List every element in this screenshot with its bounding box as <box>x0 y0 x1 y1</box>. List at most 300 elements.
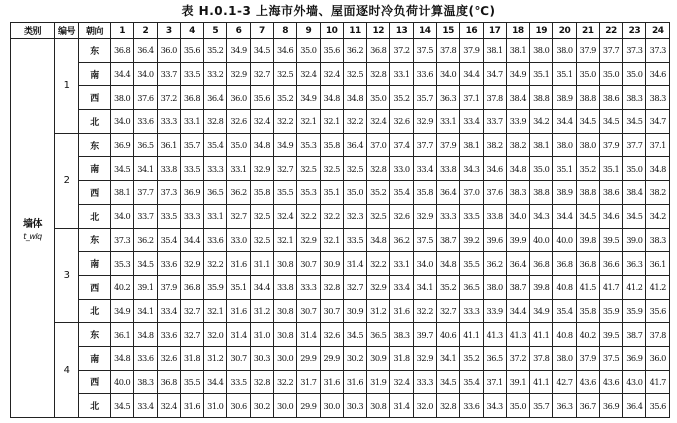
value-cell: 32.9 <box>367 275 390 299</box>
value-cell: 38.8 <box>530 86 553 110</box>
category-cell <box>11 39 55 418</box>
value-cell: 33.5 <box>460 204 483 228</box>
value-cell: 38.1 <box>506 39 529 63</box>
table-row <box>11 86 670 110</box>
value-cell: 37.0 <box>367 133 390 157</box>
value-cell: 38.1 <box>483 39 506 63</box>
value-cell: 32.7 <box>250 62 273 86</box>
value-cell: 32.9 <box>413 204 436 228</box>
value-cell: 32.7 <box>343 275 366 299</box>
value-cell: 32.6 <box>157 346 180 370</box>
value-cell: 38.6 <box>599 86 622 110</box>
value-cell: 39.5 <box>599 228 622 252</box>
value-cell: 35.1 <box>553 157 576 181</box>
value-cell: 32.9 <box>297 228 320 252</box>
value-cell: 43.6 <box>599 370 622 394</box>
value-cell: 34.4 <box>111 62 134 86</box>
value-cell: 37.1 <box>483 370 506 394</box>
value-cell: 33.6 <box>134 346 157 370</box>
value-cell: 37.2 <box>157 86 180 110</box>
value-cell: 34.4 <box>250 275 273 299</box>
value-cell: 37.8 <box>483 86 506 110</box>
value-cell: 38.3 <box>134 370 157 394</box>
direction-cell: 南 <box>79 62 111 86</box>
value-cell: 40.6 <box>436 323 459 347</box>
value-cell: 33.3 <box>204 157 227 181</box>
value-cell: 34.0 <box>111 110 134 134</box>
value-cell: 37.9 <box>576 346 599 370</box>
value-cell: 35.0 <box>227 133 250 157</box>
value-cell: 41.1 <box>460 323 483 347</box>
value-cell: 37.9 <box>436 133 459 157</box>
value-cell: 36.8 <box>530 252 553 276</box>
value-cell: 36.8 <box>576 252 599 276</box>
header-hour-10: 10 <box>320 23 343 39</box>
value-cell: 35.5 <box>273 181 296 205</box>
table-row <box>11 204 670 228</box>
value-cell: 36.8 <box>157 370 180 394</box>
value-cell: 39.1 <box>506 370 529 394</box>
value-cell: 32.1 <box>204 299 227 323</box>
value-cell: 33.8 <box>273 275 296 299</box>
value-cell: 31.4 <box>297 323 320 347</box>
value-cell: 36.0 <box>646 346 670 370</box>
table-row <box>11 157 670 181</box>
value-cell: 34.1 <box>134 157 157 181</box>
value-cell: 37.7 <box>599 39 622 63</box>
value-cell: 41.1 <box>530 323 553 347</box>
value-cell: 32.2 <box>297 204 320 228</box>
value-cell: 32.7 <box>180 299 203 323</box>
value-cell: 34.5 <box>576 110 599 134</box>
value-cell: 34.6 <box>483 157 506 181</box>
value-cell: 41.7 <box>646 370 670 394</box>
value-cell: 34.5 <box>343 323 366 347</box>
value-cell: 37.9 <box>460 39 483 63</box>
value-cell: 37.1 <box>646 133 670 157</box>
header-hour-5: 5 <box>204 23 227 39</box>
value-cell: 34.5 <box>623 110 646 134</box>
value-cell: 32.8 <box>320 275 343 299</box>
value-cell: 33.1 <box>390 252 413 276</box>
value-cell: 33.3 <box>180 204 203 228</box>
value-cell: 30.7 <box>320 299 343 323</box>
value-cell: 32.6 <box>390 204 413 228</box>
value-cell: 35.2 <box>576 157 599 181</box>
header-hour-24: 24 <box>646 23 670 39</box>
table-row <box>11 110 670 134</box>
value-cell: 35.4 <box>204 133 227 157</box>
value-cell: 41.5 <box>576 275 599 299</box>
value-cell: 35.4 <box>553 299 576 323</box>
value-cell: 32.6 <box>390 110 413 134</box>
direction-cell: 北 <box>79 394 111 418</box>
value-cell: 30.6 <box>227 394 250 418</box>
value-cell: 33.1 <box>180 110 203 134</box>
header-hour-11: 11 <box>343 23 366 39</box>
value-cell: 34.9 <box>227 39 250 63</box>
value-cell: 31.6 <box>180 394 203 418</box>
value-cell: 32.2 <box>413 299 436 323</box>
value-cell: 32.3 <box>343 204 366 228</box>
value-cell: 34.8 <box>343 86 366 110</box>
value-cell: 36.7 <box>576 394 599 418</box>
value-cell: 31.2 <box>367 299 390 323</box>
value-cell: 32.2 <box>273 110 296 134</box>
value-cell: 34.1 <box>436 346 459 370</box>
value-cell: 36.4 <box>436 181 459 205</box>
value-cell: 34.5 <box>436 370 459 394</box>
value-cell: 34.8 <box>134 323 157 347</box>
value-cell: 32.1 <box>273 228 296 252</box>
value-cell: 38.3 <box>623 86 646 110</box>
value-cell: 30.8 <box>273 252 296 276</box>
value-cell: 35.0 <box>297 39 320 63</box>
direction-cell: 西 <box>79 86 111 110</box>
value-cell: 32.8 <box>250 370 273 394</box>
value-cell: 36.3 <box>436 86 459 110</box>
value-cell: 35.2 <box>367 181 390 205</box>
value-cell: 35.5 <box>460 252 483 276</box>
value-cell: 33.6 <box>204 228 227 252</box>
value-cell: 35.0 <box>367 86 390 110</box>
value-cell: 35.1 <box>227 275 250 299</box>
value-cell: 30.0 <box>273 394 296 418</box>
value-cell: 33.4 <box>134 394 157 418</box>
header-hour-12: 12 <box>367 23 390 39</box>
header-hour-16: 16 <box>460 23 483 39</box>
value-cell: 34.7 <box>483 62 506 86</box>
value-cell: 37.3 <box>157 181 180 205</box>
value-cell: 34.4 <box>506 299 529 323</box>
value-cell: 32.5 <box>343 157 366 181</box>
value-cell: 31.2 <box>250 299 273 323</box>
value-cell: 35.2 <box>273 86 296 110</box>
value-cell: 33.7 <box>157 62 180 86</box>
value-cell: 38.3 <box>506 181 529 205</box>
value-cell: 31.8 <box>180 346 203 370</box>
value-cell: 31.0 <box>204 394 227 418</box>
value-cell: 30.8 <box>273 323 296 347</box>
category-name: 墙体 <box>23 219 42 230</box>
value-cell: 34.0 <box>506 204 529 228</box>
value-cell: 40.8 <box>553 275 576 299</box>
value-cell: 32.5 <box>343 62 366 86</box>
value-cell: 34.5 <box>111 157 134 181</box>
group-number-4: 4 <box>55 323 79 418</box>
value-cell: 39.2 <box>460 228 483 252</box>
value-cell: 36.0 <box>157 39 180 63</box>
value-cell: 39.9 <box>506 228 529 252</box>
value-cell: 36.1 <box>111 323 134 347</box>
value-cell: 41.3 <box>506 323 529 347</box>
value-cell: 34.6 <box>273 39 296 63</box>
value-cell: 30.8 <box>273 299 296 323</box>
value-cell: 33.3 <box>436 204 459 228</box>
value-cell: 31.2 <box>204 346 227 370</box>
value-cell: 33.3 <box>413 370 436 394</box>
table-row <box>11 252 670 276</box>
value-cell: 32.8 <box>367 157 390 181</box>
value-cell: 32.5 <box>367 204 390 228</box>
header-hour-7: 7 <box>250 23 273 39</box>
value-cell: 34.8 <box>250 133 273 157</box>
value-cell: 36.8 <box>180 86 203 110</box>
value-cell: 31.0 <box>250 323 273 347</box>
value-cell: 37.1 <box>460 86 483 110</box>
value-cell: 36.3 <box>623 252 646 276</box>
value-cell: 37.5 <box>413 39 436 63</box>
value-cell: 35.3 <box>297 133 320 157</box>
value-cell: 32.9 <box>413 346 436 370</box>
value-cell: 36.4 <box>134 39 157 63</box>
value-cell: 36.5 <box>460 275 483 299</box>
value-cell: 32.2 <box>273 370 296 394</box>
value-cell: 38.8 <box>576 86 599 110</box>
value-cell: 36.8 <box>180 275 203 299</box>
value-cell: 33.5 <box>180 62 203 86</box>
table-row <box>11 275 670 299</box>
direction-cell: 南 <box>79 346 111 370</box>
table-row <box>11 323 670 347</box>
value-cell: 39.5 <box>599 323 622 347</box>
value-cell: 35.0 <box>623 62 646 86</box>
value-cell: 35.6 <box>646 299 670 323</box>
value-cell: 36.5 <box>134 133 157 157</box>
value-cell: 30.3 <box>343 394 366 418</box>
value-cell: 30.8 <box>367 394 390 418</box>
value-cell: 34.6 <box>646 62 670 86</box>
value-cell: 35.6 <box>646 394 670 418</box>
value-cell: 40.0 <box>553 228 576 252</box>
value-cell: 35.8 <box>250 181 273 205</box>
header-hour-6: 6 <box>227 23 250 39</box>
value-cell: 40.8 <box>553 323 576 347</box>
value-cell: 32.2 <box>343 110 366 134</box>
value-cell: 33.5 <box>180 157 203 181</box>
header-hour-19: 19 <box>530 23 553 39</box>
value-cell: 37.9 <box>599 133 622 157</box>
value-cell: 33.1 <box>390 62 413 86</box>
group-number-3: 3 <box>55 228 79 323</box>
value-cell: 34.5 <box>111 394 134 418</box>
value-cell: 32.0 <box>204 323 227 347</box>
value-cell: 35.4 <box>390 181 413 205</box>
value-cell: 30.3 <box>250 346 273 370</box>
value-cell: 36.9 <box>599 394 622 418</box>
value-cell: 34.6 <box>599 204 622 228</box>
value-cell: 41.1 <box>530 370 553 394</box>
value-cell: 38.3 <box>646 228 670 252</box>
header-direction: 朝向 <box>79 23 111 39</box>
value-cell: 31.9 <box>367 370 390 394</box>
value-cell: 35.0 <box>576 62 599 86</box>
category-symbol: t_wlq <box>23 232 42 241</box>
value-cell: 37.5 <box>413 228 436 252</box>
value-cell: 33.1 <box>227 157 250 181</box>
value-cell: 31.6 <box>320 370 343 394</box>
value-cell: 30.0 <box>320 394 343 418</box>
value-cell: 31.4 <box>390 394 413 418</box>
value-cell: 38.0 <box>576 133 599 157</box>
value-cell: 34.3 <box>530 204 553 228</box>
value-cell: 30.2 <box>343 346 366 370</box>
value-cell: 34.8 <box>111 346 134 370</box>
value-cell: 32.9 <box>413 110 436 134</box>
value-cell: 32.7 <box>436 299 459 323</box>
value-cell: 40.2 <box>576 323 599 347</box>
value-cell: 35.2 <box>460 346 483 370</box>
value-cell: 32.4 <box>367 110 390 134</box>
value-cell: 34.1 <box>413 275 436 299</box>
value-cell: 38.4 <box>623 181 646 205</box>
value-cell: 37.3 <box>646 39 670 63</box>
value-cell: 38.0 <box>530 39 553 63</box>
header-hour-3: 3 <box>157 23 180 39</box>
value-cell: 29.9 <box>320 346 343 370</box>
value-cell: 42.7 <box>553 370 576 394</box>
header-hour-4: 4 <box>180 23 203 39</box>
value-cell: 37.5 <box>599 346 622 370</box>
value-cell: 35.3 <box>297 181 320 205</box>
table-row <box>11 299 670 323</box>
table-row <box>11 346 670 370</box>
value-cell: 36.2 <box>343 39 366 63</box>
value-cell: 43.6 <box>576 370 599 394</box>
value-cell: 41.2 <box>623 275 646 299</box>
value-cell: 30.9 <box>343 299 366 323</box>
value-cell: 36.8 <box>553 252 576 276</box>
value-cell: 34.8 <box>367 228 390 252</box>
value-cell: 35.8 <box>413 181 436 205</box>
header-hour-9: 9 <box>297 23 320 39</box>
value-cell: 38.2 <box>483 133 506 157</box>
value-cell: 32.6 <box>320 323 343 347</box>
value-cell: 36.4 <box>623 394 646 418</box>
value-cell: 36.1 <box>646 252 670 276</box>
value-cell: 38.9 <box>553 181 576 205</box>
value-cell: 37.8 <box>436 39 459 63</box>
value-cell: 37.2 <box>506 346 529 370</box>
value-cell: 34.4 <box>553 204 576 228</box>
value-cell: 40.0 <box>111 370 134 394</box>
value-cell: 36.2 <box>134 228 157 252</box>
value-cell: 41.2 <box>646 275 670 299</box>
value-cell: 35.3 <box>111 252 134 276</box>
value-cell: 38.0 <box>483 275 506 299</box>
value-cell: 35.5 <box>180 370 203 394</box>
value-cell: 32.4 <box>297 62 320 86</box>
value-cell: 38.2 <box>506 133 529 157</box>
header-hour-15: 15 <box>436 23 459 39</box>
value-cell: 37.8 <box>530 346 553 370</box>
direction-cell: 西 <box>79 275 111 299</box>
value-cell: 37.2 <box>390 39 413 63</box>
value-cell: 37.8 <box>646 323 670 347</box>
value-cell: 31.6 <box>343 370 366 394</box>
value-cell: 34.3 <box>483 394 506 418</box>
header-hour-1: 1 <box>111 23 134 39</box>
value-cell: 35.2 <box>436 275 459 299</box>
header-hour-14: 14 <box>413 23 436 39</box>
value-cell: 32.9 <box>250 157 273 181</box>
value-cell: 35.0 <box>343 181 366 205</box>
direction-cell: 北 <box>79 299 111 323</box>
value-cell: 31.6 <box>390 299 413 323</box>
value-cell: 32.6 <box>227 110 250 134</box>
value-cell: 43.0 <box>623 370 646 394</box>
value-cell: 35.0 <box>599 62 622 86</box>
value-cell: 35.6 <box>250 86 273 110</box>
table-row <box>11 39 670 63</box>
value-cell: 32.8 <box>436 394 459 418</box>
group-number-1: 1 <box>55 39 79 134</box>
value-cell: 37.3 <box>623 39 646 63</box>
value-cell: 37.7 <box>623 133 646 157</box>
header-hour-23: 23 <box>623 23 646 39</box>
direction-cell: 南 <box>79 252 111 276</box>
value-cell: 34.4 <box>460 62 483 86</box>
header-category: 类别 <box>11 23 55 39</box>
value-cell: 31.6 <box>227 299 250 323</box>
value-cell: 38.4 <box>506 86 529 110</box>
value-cell: 33.6 <box>157 252 180 276</box>
value-cell: 36.5 <box>367 323 390 347</box>
value-cell: 38.1 <box>460 133 483 157</box>
header-number: 编号 <box>55 23 79 39</box>
value-cell: 31.7 <box>297 370 320 394</box>
value-cell: 33.7 <box>134 204 157 228</box>
value-cell: 32.2 <box>320 204 343 228</box>
value-cell: 35.6 <box>320 39 343 63</box>
value-cell: 35.2 <box>204 39 227 63</box>
value-cell: 34.8 <box>436 252 459 276</box>
value-cell: 35.1 <box>320 181 343 205</box>
value-cell: 32.7 <box>180 323 203 347</box>
direction-cell: 南 <box>79 157 111 181</box>
value-cell: 40.0 <box>530 228 553 252</box>
value-cell: 34.8 <box>506 157 529 181</box>
value-cell: 36.5 <box>204 181 227 205</box>
value-cell: 34.1 <box>134 299 157 323</box>
value-cell: 32.2 <box>367 252 390 276</box>
value-cell: 35.9 <box>623 299 646 323</box>
value-cell: 32.1 <box>297 110 320 134</box>
value-cell: 34.9 <box>273 133 296 157</box>
value-cell: 34.0 <box>111 204 134 228</box>
value-cell: 30.7 <box>227 346 250 370</box>
value-cell: 35.0 <box>530 157 553 181</box>
value-cell: 36.4 <box>506 252 529 276</box>
value-cell: 38.6 <box>599 181 622 205</box>
value-cell: 32.4 <box>157 394 180 418</box>
value-cell: 33.6 <box>157 323 180 347</box>
value-cell: 33.8 <box>483 204 506 228</box>
value-cell: 36.6 <box>599 252 622 276</box>
direction-cell: 东 <box>79 323 111 347</box>
header-hour-17: 17 <box>483 23 506 39</box>
value-cell: 35.0 <box>506 394 529 418</box>
value-cell: 33.1 <box>436 110 459 134</box>
value-cell: 33.0 <box>390 157 413 181</box>
value-cell: 37.6 <box>483 181 506 205</box>
value-cell: 35.9 <box>204 275 227 299</box>
value-cell: 39.6 <box>483 228 506 252</box>
value-cell: 34.9 <box>506 62 529 86</box>
value-cell: 34.5 <box>576 204 599 228</box>
value-cell: 35.2 <box>390 86 413 110</box>
value-cell: 35.1 <box>553 62 576 86</box>
